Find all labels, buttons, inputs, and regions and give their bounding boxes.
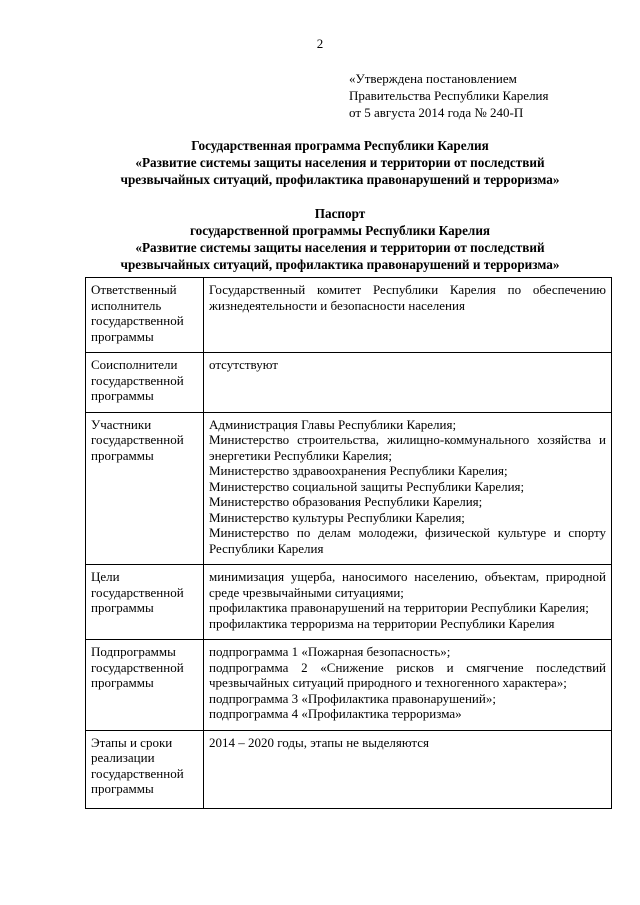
approval-note [349,70,549,121]
page-number: 2 [316,36,324,51]
program-title-line: «Развитие системы защиты населения и территории от последствий [135,155,545,170]
passport-title-line: государственной программы Республики Карелия [189,223,491,238]
table-row [86,730,612,808]
row-value: 2014 – 2020 годы, этапы не выделяются [204,730,612,808]
passport-title [60,205,620,273]
row-label: Подпрограммы государственной программы [86,640,204,731]
passport-title-line: Паспорт [314,206,366,221]
program-title-line: чрезвычайных ситуаций, профилактика правонарушений и терроризма» [120,172,560,187]
table-row [86,640,612,731]
program-title-line: Государственная программа Республики Карелия [191,138,489,153]
row-label: Соисполнители государственной программы [86,353,204,413]
passport-title-line: чрезвычайных ситуаций, профилактика правонарушений и терроризма» [120,257,560,272]
row-label: Участники государственной программы [86,412,204,565]
passport-table [85,277,612,809]
row-value: подпрограмма 1 «Пожарная безопасность»; подпрограмма 2 «Снижение рисков и смягчение последствий чрезвычайных ситуаций природного и техногенного характера»; подпрограмма 3 «Профилактика правонарушений»; подпрограмма 4 «Профилактика терроризма» [204,640,612,731]
table-row [86,565,612,640]
approval-line: «Утверждена постановлением [349,71,517,86]
row-label: Ответственный исполнитель государственной программы [86,278,204,353]
row-label: Этапы и сроки реализации государственной программы [86,730,204,808]
row-value: Государственный комитет Республики Карелия по обеспечению жизнедеятельности и безопасности населения [204,278,612,353]
row-value: отсутствуют [204,353,612,413]
approval-line: Правительства Республики Карелия [349,88,549,103]
table-row [86,412,612,565]
table-row [86,278,612,353]
table-row [86,353,612,413]
row-label: Цели государственной программы [86,565,204,640]
row-value: минимизация ущерба, наносимого населению, объектам, природной среде чрезвычайными ситуациями; профилактика правонарушений на территории Республики Карелия; профилактика терроризма на территории Республики Карелия [204,565,612,640]
program-title [60,137,620,188]
passport-title-line: «Развитие системы защиты населения и территории от последствий [135,240,545,255]
row-value: Администрация Главы Республики Карелия; Министерство строительства, жилищно-коммунального хозяйства и энергетики Республики Карелия; Министерство здравоохранения Республики Карелия; Министерство социальной защиты Республики Карелия; Министерство образования Республики Карелия; Министерство культуры Республики Карелия; Министерство по делам молодежи, физической культуре и спорту Республики Карелия [204,412,612,565]
approval-line: от 5 августа 2014 года № 240-П [349,105,524,120]
